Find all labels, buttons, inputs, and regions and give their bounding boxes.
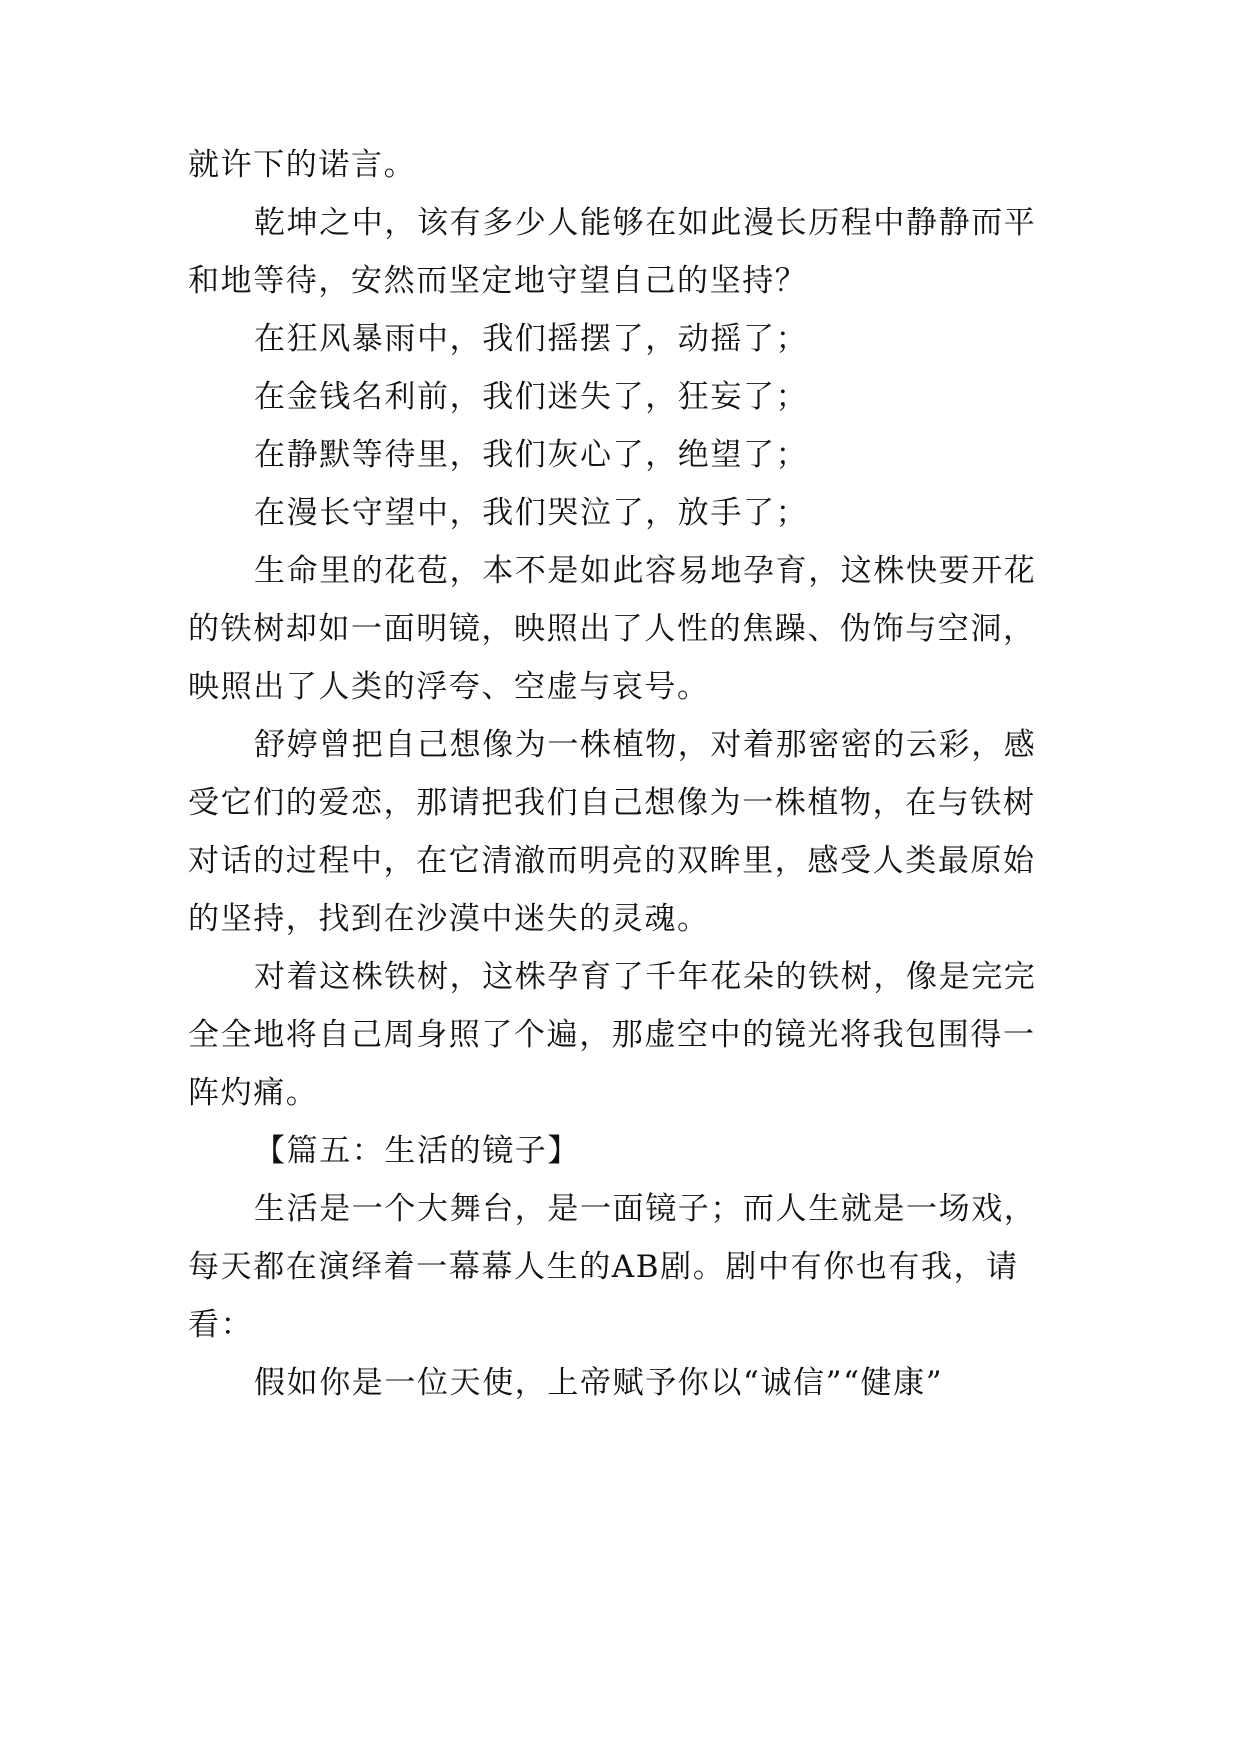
paragraph-line: 生活是一个大舞台，是一面镜子；而人生就是一场戏， <box>254 1191 1037 1227</box>
text-line: 对话的过程中，在它清澈而明亮的双眸里，感受人类最原始 <box>188 843 1036 879</box>
paragraph-line: 乾坤之中，该有多少人能够在如此漫长历程中静静而平 <box>254 205 1037 241</box>
paragraph-line: 假如你是一位天使，上帝赋予你以“诚信”“健康” <box>254 1365 944 1401</box>
text-line: 就许下的诺言。 <box>188 147 417 183</box>
text-line: 阵灼痛。 <box>188 1075 319 1111</box>
paragraph-line: 舒婷曾把自己想像为一株植物，对着那密密的云彩，感 <box>254 727 1037 763</box>
text-line: 的坚持，找到在沙漠中迷失的灵魂。 <box>188 901 710 937</box>
text-line: 全全地将自己周身照了个遍，那虚空中的镜光将我包围得一 <box>188 1017 1036 1053</box>
text-line: 的铁树却如一面明镜，映照出了人性的焦躁、伪饰与空洞， <box>188 611 1036 647</box>
text-line: 映照出了人类的浮夸、空虚与哀号。 <box>188 669 710 705</box>
section-heading: 【篇五：生活的镜子】 <box>254 1133 580 1169</box>
paragraph-line: 在狂风暴雨中，我们摇摆了，动摇了； <box>254 321 809 357</box>
paragraph-line: 在静默等待里，我们灰心了，绝望了； <box>254 437 809 473</box>
text-line: 受它们的爱恋，那请把我们自己想像为一株植物，在与铁树 <box>188 785 1036 821</box>
text-line: 和地等待，安然而坚定地守望自己的坚持？ <box>188 263 808 299</box>
paragraph-line: 在金钱名利前，我们迷失了，狂妄了； <box>254 379 809 415</box>
paragraph-line: 对着这株铁树，这株孕育了千年花朵的铁树，像是完完 <box>254 959 1037 995</box>
paragraph-line: 生命里的花苞，本不是如此容易地孕育，这株快要开花 <box>254 553 1037 589</box>
text-line: 看： <box>188 1307 254 1343</box>
paragraph-line: 在漫长守望中，我们哭泣了，放手了； <box>254 495 809 531</box>
text-line: 每天都在演绎着一幕幕人生的AB剧。剧中有你也有我，请 <box>188 1249 1019 1285</box>
